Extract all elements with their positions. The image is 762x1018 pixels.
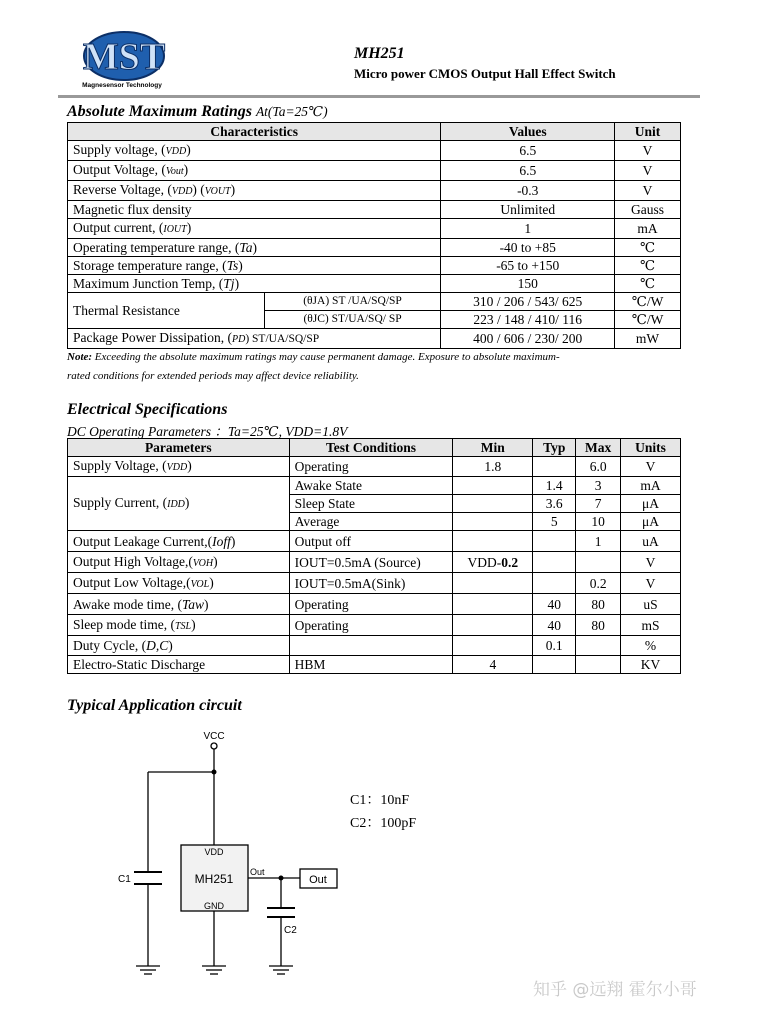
note-line-1: Exceeding the absolute maximum ratings may cause permanent damage. Exposure to absolute maximum- <box>92 351 560 363</box>
part-number: MH251 <box>354 45 405 62</box>
typ: 40 <box>533 615 576 636</box>
abs-max-note <box>67 348 687 386</box>
table-row <box>68 257 681 275</box>
abs-max-title: Absolute Maximum Ratings <box>67 103 252 120</box>
col-values: Values <box>441 123 615 141</box>
char-value: 150 <box>441 275 615 293</box>
logo <box>76 26 168 90</box>
table-row <box>68 615 681 636</box>
doc-subtitle: Micro power CMOS Output Hall Effect Switch <box>354 66 616 81</box>
typ <box>533 457 576 477</box>
min: 1.8 <box>453 457 533 477</box>
col-characteristics: Characteristics <box>68 123 441 141</box>
param: Sleep mode time, (TSL) <box>68 615 290 636</box>
cond: Operating <box>289 615 453 636</box>
unit: V <box>621 552 681 573</box>
min: VDD-0.2 <box>453 552 533 573</box>
char-label: Operating temperature range, (Ta) <box>68 239 441 257</box>
char-label: Output Voltage, (Vout) <box>68 161 441 181</box>
unit: uA <box>621 531 681 552</box>
thermal-label: Thermal Resistance <box>68 293 265 329</box>
char-unit: mA <box>615 219 681 239</box>
c1-label: C1 <box>118 874 131 885</box>
char-value: -65 to +150 <box>441 257 615 275</box>
max: 80 <box>576 594 621 615</box>
unit: V <box>621 457 681 477</box>
param: Supply Current, (IDD) <box>68 477 290 531</box>
param: Awake mode time, (Taw) <box>68 594 290 615</box>
char-label: Output current, (IOUT) <box>68 219 441 239</box>
char-unit: ℃ <box>615 239 681 257</box>
thermal-cond: (θJA) ST /UA/SQ/SP <box>264 293 441 311</box>
unit: % <box>621 636 681 656</box>
char-unit: V <box>615 181 681 201</box>
typ: 5 <box>533 513 576 531</box>
char-unit: ℃ <box>615 257 681 275</box>
char-label: Reverse Voltage, (VDD) (VOUT) <box>68 181 441 201</box>
unit: μA <box>621 513 681 531</box>
min <box>453 495 533 513</box>
thermal-unit: ℃/W <box>615 293 681 311</box>
min: 4 <box>453 656 533 674</box>
table-row <box>68 656 681 674</box>
char-value: Unlimited <box>441 201 615 219</box>
c2-label: C2 <box>284 925 297 936</box>
char-value: 6.5 <box>441 161 615 181</box>
elec-header-row <box>68 439 681 457</box>
power-unit: mW <box>615 329 681 349</box>
char-value: 6.5 <box>441 141 615 161</box>
table-row <box>68 552 681 573</box>
char-unit: Gauss <box>615 201 681 219</box>
param: Electro-Static Discharge <box>68 656 290 674</box>
col-typ: Typ <box>533 439 576 457</box>
table-row <box>68 477 681 495</box>
table-row <box>68 594 681 615</box>
typ <box>533 531 576 552</box>
cond: IOUT=0.5mA(Sink) <box>289 573 453 594</box>
thermal-cond: (θJC) ST/UA/SQ/ SP <box>264 311 441 329</box>
char-value: -40 to +85 <box>441 239 615 257</box>
col-min: Min <box>453 439 533 457</box>
abs-max-table <box>67 122 681 349</box>
unit: mA <box>621 477 681 495</box>
cond <box>289 636 453 656</box>
typ: 0.1 <box>533 636 576 656</box>
vcc-junction <box>212 770 217 775</box>
char-value: -0.3 <box>441 181 615 201</box>
vdd-pin-label: VDD <box>204 847 224 857</box>
cond: Average <box>289 513 453 531</box>
elec-condition: DC Operating Parameters ：Ta=25℃, VDD=1.8V <box>67 424 348 439</box>
unit: mS <box>621 615 681 636</box>
cond: Awake State <box>289 477 453 495</box>
out-box-label: Out <box>309 874 327 886</box>
param: Output Leakage Current,(Ioff) <box>68 531 290 552</box>
char-label: Maximum Junction Temp, (Tj) <box>68 275 441 293</box>
cond: Operating <box>289 594 453 615</box>
min <box>453 531 533 552</box>
table-row <box>68 573 681 594</box>
table-row <box>68 141 681 161</box>
cond: IOUT=0.5mA (Source) <box>289 552 453 573</box>
unit: uS <box>621 594 681 615</box>
char-label: Storage temperature range, (Ts) <box>68 257 441 275</box>
max <box>576 656 621 674</box>
logo-mark <box>76 26 168 90</box>
header-rule <box>58 95 700 98</box>
table-row <box>68 201 681 219</box>
table-row <box>68 531 681 552</box>
param: Supply Voltage, (VDD) <box>68 457 290 477</box>
max <box>576 636 621 656</box>
typ: 3.6 <box>533 495 576 513</box>
typ <box>533 573 576 594</box>
out-pin-label: Out <box>250 867 265 877</box>
min <box>453 615 533 636</box>
gnd-pin-label: GND <box>204 901 224 911</box>
min <box>453 573 533 594</box>
max: 0.2 <box>576 573 621 594</box>
c2-value: C2：100pF <box>350 816 417 831</box>
chip-label: MH251 <box>194 872 234 886</box>
abs-max-condition: At(Ta=25℃) <box>255 104 328 119</box>
cond: Sleep State <box>289 495 453 513</box>
elec-title: Electrical Specifications <box>67 401 228 418</box>
thermal-unit: ℃/W <box>615 311 681 329</box>
char-value: 1 <box>441 219 615 239</box>
max: 10 <box>576 513 621 531</box>
logo-text: MST <box>82 36 166 78</box>
col-units: Units <box>621 439 681 457</box>
max: 3 <box>576 477 621 495</box>
note-line-2: rated conditions for extended periods may affect device reliability. <box>67 370 359 382</box>
application-circuit <box>100 728 360 980</box>
logo-caption: Magnesensor Technology <box>82 82 162 89</box>
vcc-label: VCC <box>203 731 225 742</box>
table-row <box>68 275 681 293</box>
min <box>453 594 533 615</box>
abs-max-header-row <box>68 123 681 141</box>
col-test-conditions: Test Conditions <box>289 439 453 457</box>
typ: 40 <box>533 594 576 615</box>
char-unit: V <box>615 161 681 181</box>
max: 1 <box>576 531 621 552</box>
table-row <box>68 636 681 656</box>
max <box>576 552 621 573</box>
vcc-terminal <box>211 743 217 749</box>
param: Output Low Voltage,(VOL) <box>68 573 290 594</box>
max: 80 <box>576 615 621 636</box>
table-row <box>68 457 681 477</box>
elec-table <box>67 438 681 674</box>
circuit-title: Typical Application circuit <box>67 697 242 714</box>
typ: 1.4 <box>533 477 576 495</box>
typ <box>533 656 576 674</box>
char-unit: ℃ <box>615 275 681 293</box>
col-parameters: Parameters <box>68 439 290 457</box>
char-label: Magnetic flux density <box>68 201 441 219</box>
watermark: 知乎 @远翔 霍尔小哥 <box>533 980 697 1000</box>
col-max: Max <box>576 439 621 457</box>
out-junction <box>279 876 284 881</box>
param: Duty Cycle, (D,C) <box>68 636 290 656</box>
min <box>453 636 533 656</box>
table-row <box>68 293 681 311</box>
thermal-value: 223 / 148 / 410/ 116 <box>441 311 615 329</box>
cond: HBM <box>289 656 453 674</box>
table-row <box>68 161 681 181</box>
table-row <box>68 239 681 257</box>
unit: V <box>621 573 681 594</box>
thermal-value: 310 / 206 / 543/ 625 <box>441 293 615 311</box>
table-row <box>68 219 681 239</box>
col-unit: Unit <box>615 123 681 141</box>
max: 7 <box>576 495 621 513</box>
max: 6.0 <box>576 457 621 477</box>
param: Output High Voltage,(VOH) <box>68 552 290 573</box>
cond: Output off <box>289 531 453 552</box>
note-label: Note: <box>67 351 93 363</box>
typ <box>533 552 576 573</box>
c1-value: C1：10nF <box>350 793 410 808</box>
min <box>453 513 533 531</box>
unit: μA <box>621 495 681 513</box>
abs-max-title-row <box>67 103 328 121</box>
power-value: 400 / 606 / 230/ 200 <box>441 329 615 349</box>
min <box>453 477 533 495</box>
unit: KV <box>621 656 681 674</box>
char-unit: V <box>615 141 681 161</box>
table-row <box>68 329 681 349</box>
char-label: Supply voltage, (VDD) <box>68 141 441 161</box>
cond: Operating <box>289 457 453 477</box>
table-row <box>68 181 681 201</box>
power-label: Package Power Dissipation, (PD) ST/UA/SQ/SP <box>68 329 441 349</box>
